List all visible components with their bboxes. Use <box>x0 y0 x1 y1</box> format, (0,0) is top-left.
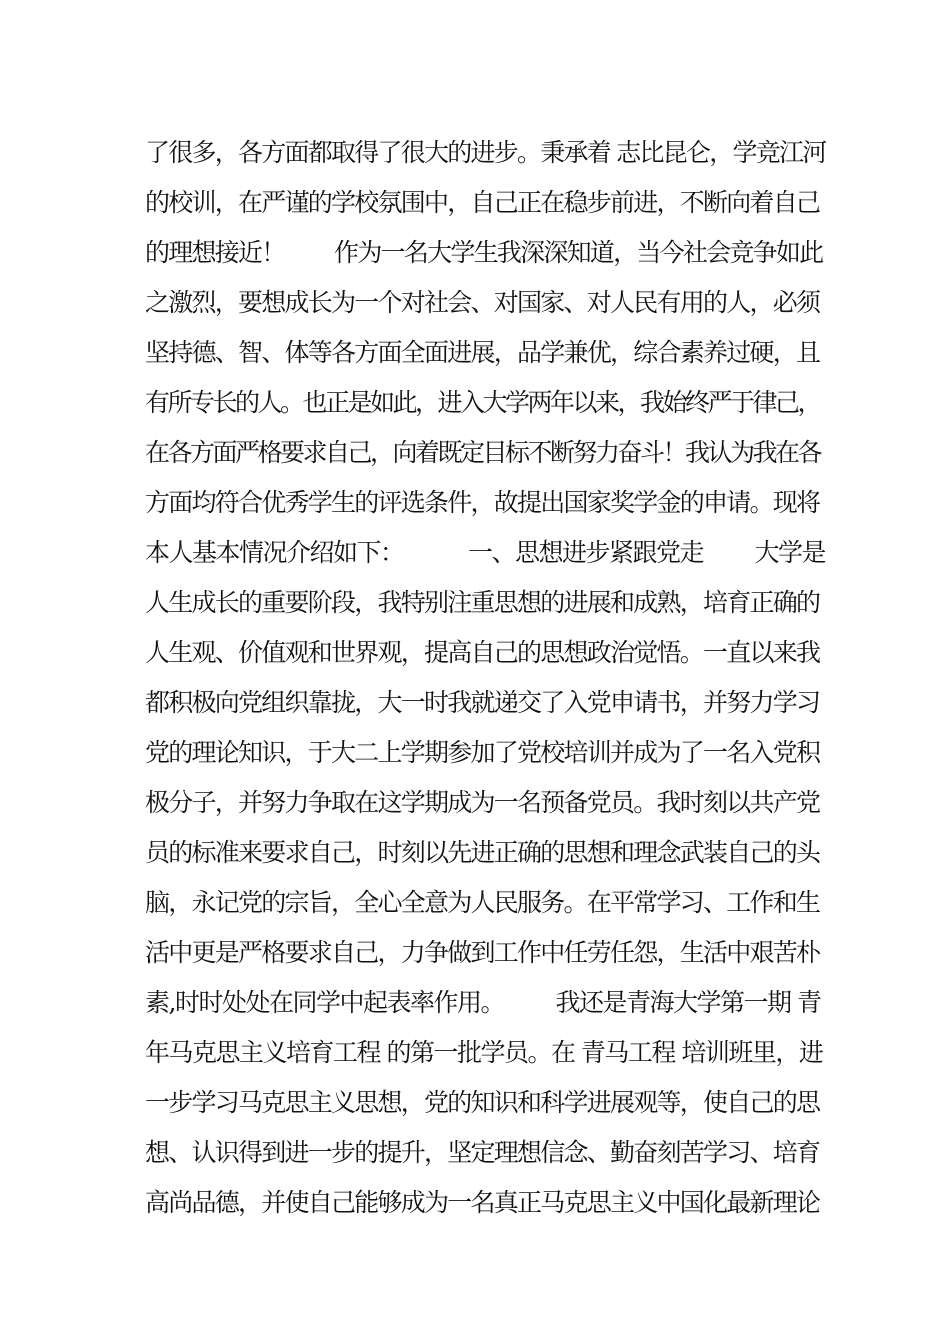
body-text <box>145 128 825 1228</box>
text-line: 都积极向党组织靠拢，大一时我就递交了入党申请书，并努力学习 <box>145 688 820 717</box>
text-line: 活中更是严格要求自己，力争做到工作中任劳任怨，生活中艰苦朴 <box>145 938 820 967</box>
text-line: 了很多，各方面都取得了很大的进步。秉承着 志比昆仑，学竞江河 <box>145 138 826 167</box>
text-line: 极分子，并努力争取在这学期成为一名预备党员。我时刻以共产党 <box>145 788 820 817</box>
text-line: 有所专长的人。也正是如此，进入大学两年以来，我始终严于律己， <box>145 388 821 417</box>
text-line: 本人基本情况介绍如下： 一、思想进步紧跟党走 大学是 <box>145 538 826 567</box>
text-line: 年马克思主义培育工程 的第一批学员。在 青马工程 培训班里，进 <box>145 1038 823 1067</box>
text-line: 人生观、价值观和世界观，提高自己的思想政治觉悟。一直以来我 <box>145 638 820 667</box>
text-line: 素,时时处处在同学中起表率作用。 我还是青海大学第一期 青 <box>145 988 821 1017</box>
text-line: 脑，永记党的宗旨，全心全意为人民服务。在平常学习、工作和生 <box>145 888 820 917</box>
text-line: 之激烈，要想成长为一个对社会、对国家、对人民有用的人，必须 <box>145 288 820 317</box>
text-line: 的校训，在严谨的学校氛围中，自己正在稳步前进，不断向着自己 <box>145 188 820 217</box>
text-line: 想、认识得到进一步的提升，坚定理想信念、勤奋刻苦学习、培育 <box>145 1138 820 1167</box>
text-line: 党的理论知识，于大二上学期参加了党校培训并成为了一名入党积 <box>145 738 820 767</box>
text-line: 一步学习马克思主义思想，党的知识和科学进展观等，使自己的思 <box>145 1088 820 1117</box>
text-line: 方面均符合优秀学生的评选条件，故提出国家奖学金的申请。现将 <box>145 488 820 517</box>
text-line: 在各方面严格要求自己，向着既定目标不断努力奋斗！我认为我在各 <box>145 438 821 467</box>
text-line: 坚持德、智、体等各方面全面进展，品学兼优，综合素养过硬，且 <box>145 338 820 367</box>
text-line: 人生成长的重要阶段，我特别注重思想的进展和成熟，培育正确的 <box>145 588 820 617</box>
text-line: 的理想接近！ 作为一名大学生我深深知道，当今社会竞争如此 <box>145 238 823 267</box>
text-line: 员的标准来要求自己，时刻以先进正确的思想和理念武装自己的头 <box>145 838 820 867</box>
text-line: 高尚品德，并使自己能够成为一名真正马克思主义中国化最新理论 <box>145 1188 820 1217</box>
